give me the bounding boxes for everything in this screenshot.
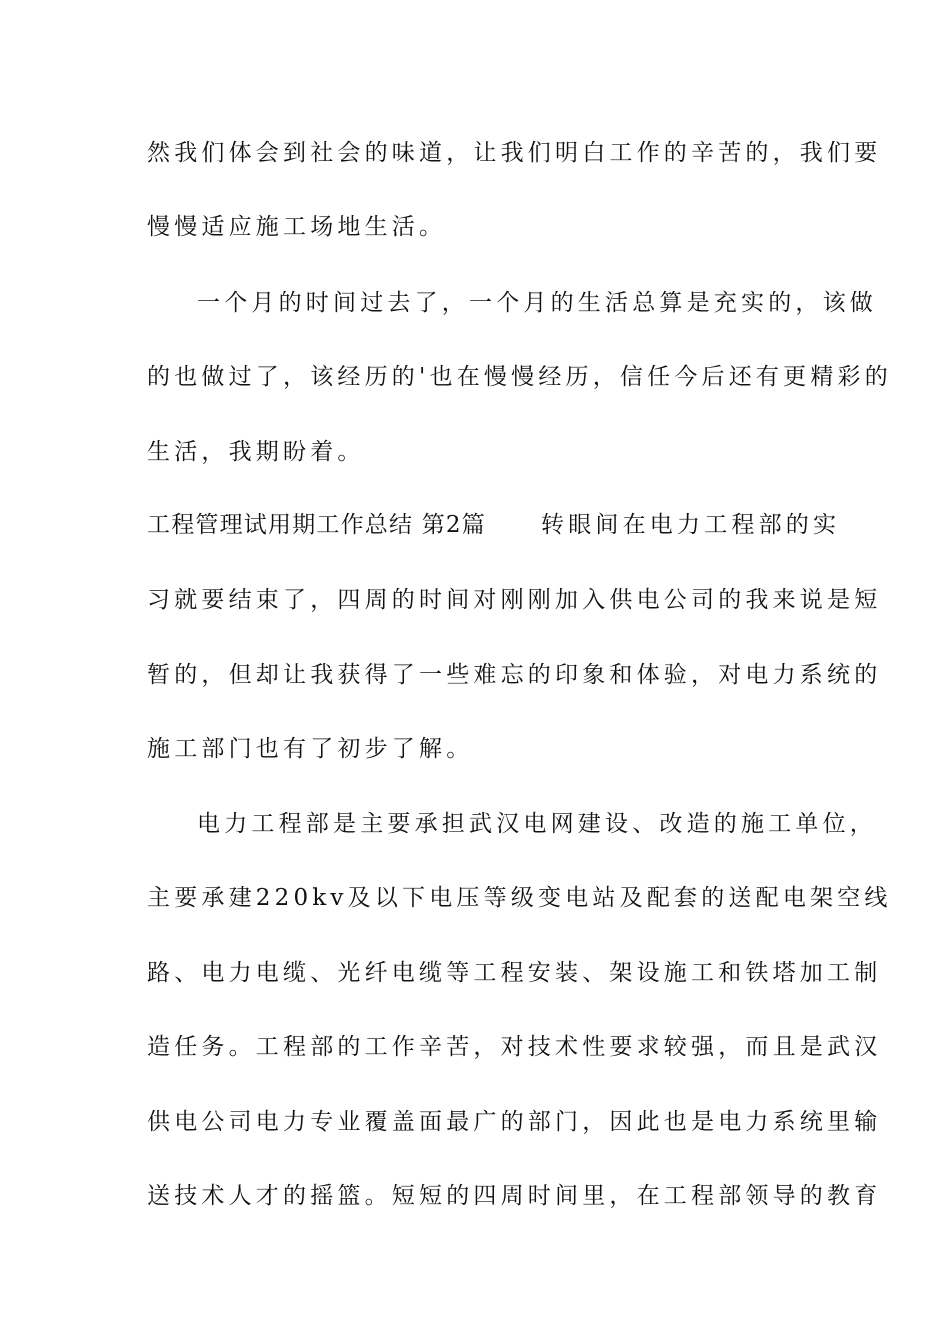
heading-line-continuation: 转眼间在电力工程部的实 [541,512,841,538]
text-line-1: 然我们体会到社会的味道，让我们明白工作的辛苦的，我们要 [147,140,882,166]
text-line-5: 生活，我期盼着。 [147,439,365,465]
text-line-4: 的也做过了，该经历的'也在慢慢经历，信任今后还有更精彩的 [147,364,892,390]
text-line-14: 送技术人才的摇篮。短短的四周时间里，在工程部领导的教育 [147,1183,882,1209]
text-line-11: 路、电力电缆、光纤电缆等工程安装、架设施工和铁塔加工制 [147,960,882,986]
text-line-9: 电力工程部是主要承担武汉电网建设、改造的施工单位， [197,811,877,837]
text-line-13: 供电公司电力专业覆盖面最广的部门，因此也是电力系统里输 [147,1109,882,1135]
text-line-2: 慢慢适应施工场地生活。 [147,214,447,240]
text-line-6: 习就要结束了，四周的时间对刚刚加入供电公司的我来说是短 [147,587,882,613]
text-line-7: 暂的，但却让我获得了一些难忘的印象和体验，对电力系统的 [147,662,882,688]
text-line-3: 一个月的时间过去了，一个月的生活总算是充实的，该做 [197,290,877,316]
text-line-10: 主要承建220kv及以下电压等级变电站及配套的送配电架空线 [147,885,892,911]
section-heading: 工程管理试用期工作总结 第2篇 [147,512,486,538]
text-line-12: 造任务。工程部的工作辛苦，对技术性要求较强，而且是武汉 [147,1034,882,1060]
text-line-8: 施工部门也有了初步了解。 [147,736,474,762]
